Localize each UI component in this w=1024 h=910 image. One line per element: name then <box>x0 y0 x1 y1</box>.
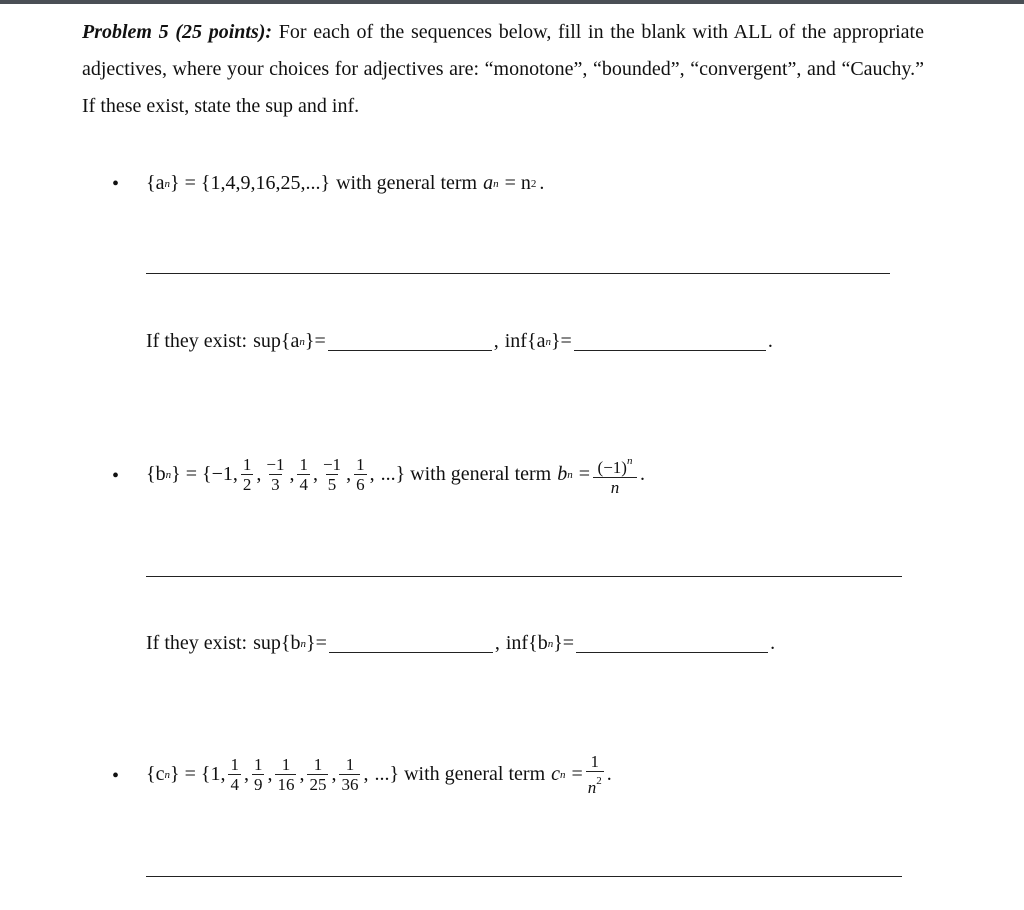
fraction: $\frac{-1}{5}$ <box>322 455 342 494</box>
answer-line-a[interactable] <box>146 273 890 274</box>
problem-heading: Problem 5 (25 points): <box>82 21 273 43</box>
sup-b-blank[interactable] <box>329 634 493 653</box>
sequence-b: {b n } = {−1, $\frac{1}{2}$ , $\frac{-1}{3}$ , $\frac{1}{4}$ , $\frac{-1}{5}$ , $\frac{1}{6}$ , ...} with general term b n = $\frac{(-1)^n}{n}$ . <box>146 452 645 497</box>
fraction: $\frac{1}{25}$ <box>309 755 327 794</box>
top-border <box>0 0 1024 4</box>
sup-inf-a: If they exist: sup{a n }= , inf{a n }= . <box>146 330 773 352</box>
bullet-b: • <box>112 465 120 487</box>
fraction: $\frac{1}{6}$ <box>356 455 365 494</box>
bullet-c: • <box>112 765 120 787</box>
sequence-a: {a n } = {1,4,9,16,25,...} with general term a n = n 2 . <box>146 172 545 194</box>
answer-line-b[interactable] <box>146 576 902 577</box>
inf-a-blank[interactable] <box>574 332 766 351</box>
fraction: $\frac{-1}{3}$ <box>266 455 285 494</box>
fraction: $\frac{1}{16}$ <box>277 755 295 794</box>
problem-statement <box>82 14 924 125</box>
general-term-b: $\frac{(-1)^n}{n}$ <box>593 452 637 497</box>
fraction: $\frac{1}{4}$ <box>299 455 308 494</box>
sup-inf-b: If they exist: sup{b n }= , inf{b n }= . <box>146 632 776 654</box>
inf-b-blank[interactable] <box>576 634 768 653</box>
problem-text: For each of the sequences below, fill in the blank with ALL of the appropriate adjectives, where your choices for adjectives are: “monotone”, “bounded”, “convergent”, and “Cauchy.” If these exist, state the sup and inf. <box>82 21 924 117</box>
bullet-a: • <box>112 173 120 195</box>
fraction: $\frac{1}{36}$ <box>341 755 359 794</box>
fraction: $\frac{1}{9}$ <box>253 755 263 794</box>
sup-a-blank[interactable] <box>328 332 492 351</box>
fraction: $\frac{1}{2}$ <box>242 455 252 494</box>
fraction: $\frac{1}{4}$ <box>230 755 239 794</box>
answer-line-c[interactable] <box>146 876 902 877</box>
sequence-c: {c n } = {1, $\frac{1}{4}$ , $\frac{1}{9}$ , $\frac{1}{16}$ , $\frac{1}{25}$ , $\frac{1}{36}$ , ...} with general term c n = $\frac{1}{n^2}$ . <box>146 752 612 797</box>
general-term-c: $\frac{1}{n^2}$ <box>587 752 602 797</box>
